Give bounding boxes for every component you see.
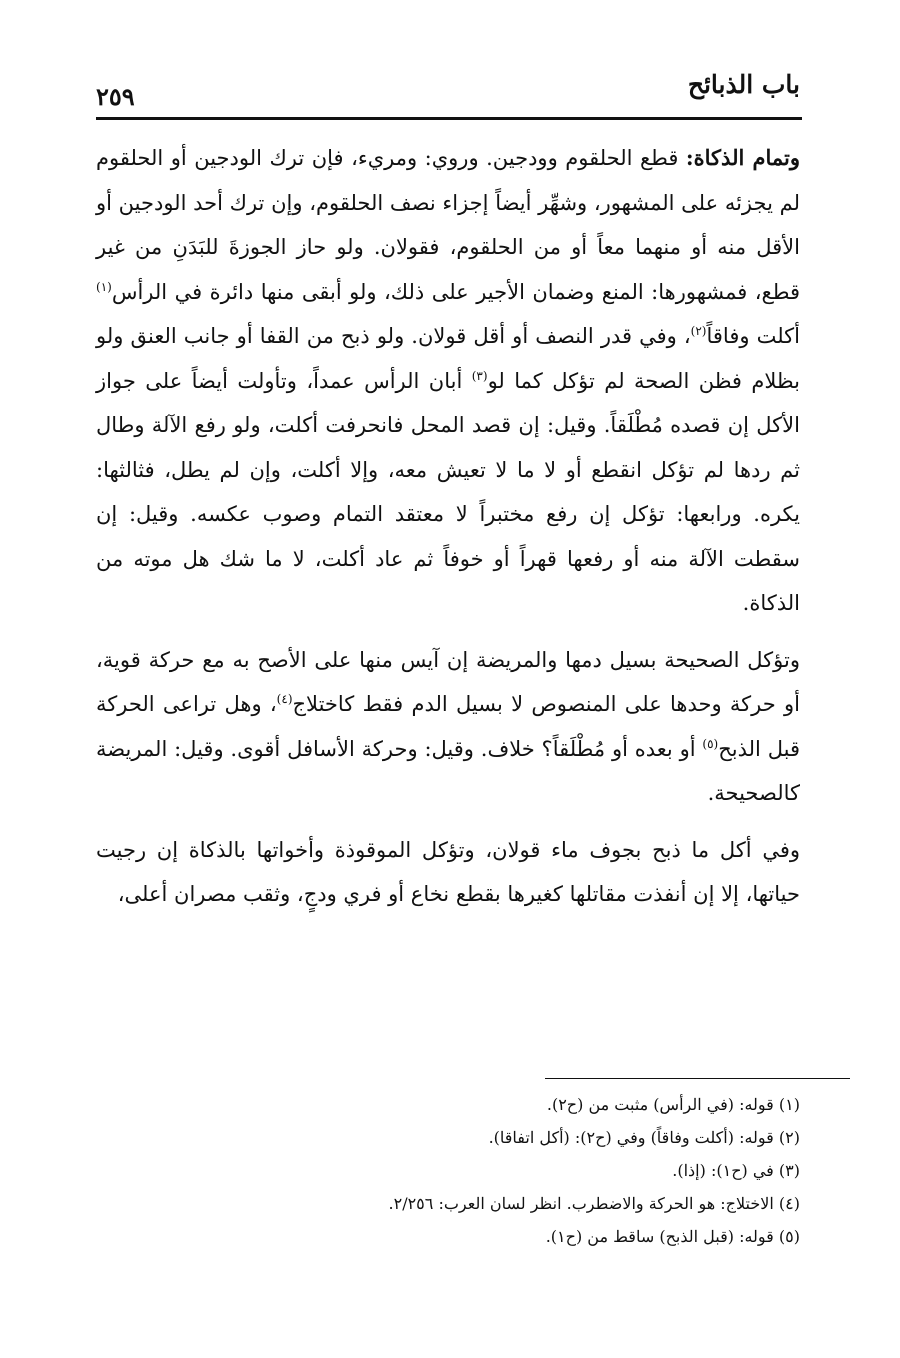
text-span: أكلت وفاقاً <box>706 324 800 348</box>
page-number: ٢٥٩ <box>96 82 135 111</box>
footnote-marker: (٥) <box>702 736 719 751</box>
paragraph-1 <box>96 136 800 626</box>
text-span: أو بعده أو مُطْلَقاً؟ خلاف. وقيل: وحركة الأسافل أقوى. وقيل: المريضة كالصحيحة. <box>96 736 800 805</box>
footnote-marker: (٢) <box>690 324 707 338</box>
footnote-4: (٤) الاختلاج: هو الحركة والاضطرب. انظر لسان العرب: ٢/٢٥٦. <box>388 1194 800 1213</box>
footnote-marker: (٤) <box>276 692 293 706</box>
paragraph-2 <box>96 638 800 816</box>
page-header <box>96 62 800 116</box>
footnote-5: (٥) قوله: (قبل الذبح) ساقط من (ح١). <box>545 1227 800 1246</box>
text-span: ، وهل تراعى الحركة قبل الذبح <box>96 692 800 761</box>
main-text <box>96 136 800 917</box>
footnotes <box>96 1088 800 1253</box>
footnote-rule <box>545 1078 850 1079</box>
text-span: ، وفي قدر النصف أو أقل قولان. ولو ذبح من القفا أو جانب العنق ولو بظلام فظن الصحة لم تؤكل كما لو <box>96 324 801 393</box>
text-span: وتؤكل الصحيحة بسيل دمها والمريضة إن آيس منها على الأصح به مع حركة قوية، أو حركة وحدها على المنصوص لا بسيل الدم فقط كاختلاج <box>96 647 801 716</box>
header-rule <box>96 117 802 120</box>
text-span: قطع الحلقوم وودجين. وروي: ومريء، فإن ترك الودجين أو الحلقوم لم يجزئه على المشهور، وشهِّر أيضاً إجزاء نصف الحلقوم، وإن ترك أحد الودجين أو الأقل منه أو منهما معاً أو من الحلقوم، فقولان. ولو حاز الجوزةَ للبَدَنِ من غير قطع، فمشهورها: المنع وضمان الأجير على ذلك، ولو أبقى منها دائرة في الرأس <box>96 146 800 304</box>
paragraph-lead: وتمام الذكاة: <box>685 145 800 170</box>
text-span: وفي أكل ما ذبح بجوف ماء قولان، وتؤكل الموقوذة وأخواتها بالذكاة إن رجيت حياتها، إلا إن أنفذت مقاتلها كغيرها بقطع نخاع أو فري ودجٍ، وثقب مصران أعلى، <box>96 837 800 906</box>
footnote-3: (٣) في (ح١): (إذا). <box>672 1161 800 1180</box>
text-span: أبان الرأس عمداً، وتأولت أيضاً على جواز الأكل إن قصده مُطْلَقاً. وقيل: إن قصد المحل فانحرفت أكلت، ولو رفع الآلة وطال ثم ردها لم تؤكل انقطع أو لا ما لا تعيش معه، وإلا أكلت، وإن لم يطل، فثالثها: يكره. ورابعها: تؤكل إن رفع مختبراً لا معتقد التمام وصوب عكسه. وقيل: إن سقطت الآلة منه أو رفعها قهراً أو خوفاً ثم عاد أكلت، لا ما شك هل موته من الذكاة. <box>96 368 800 615</box>
footnote-marker: (٣) <box>471 368 488 383</box>
footnote-marker: (١) <box>96 279 112 294</box>
paragraph-3 <box>96 828 800 917</box>
footnote-2: (٢) قوله: (أكلت وفاقاً) وفي (ح٢): (أكل اتفاقا). <box>488 1128 800 1147</box>
footnote-1: (١) قوله: (في الرأس) مثبت من (ح٢). <box>546 1095 800 1114</box>
chapter-title: باب الذبائح <box>687 70 800 99</box>
